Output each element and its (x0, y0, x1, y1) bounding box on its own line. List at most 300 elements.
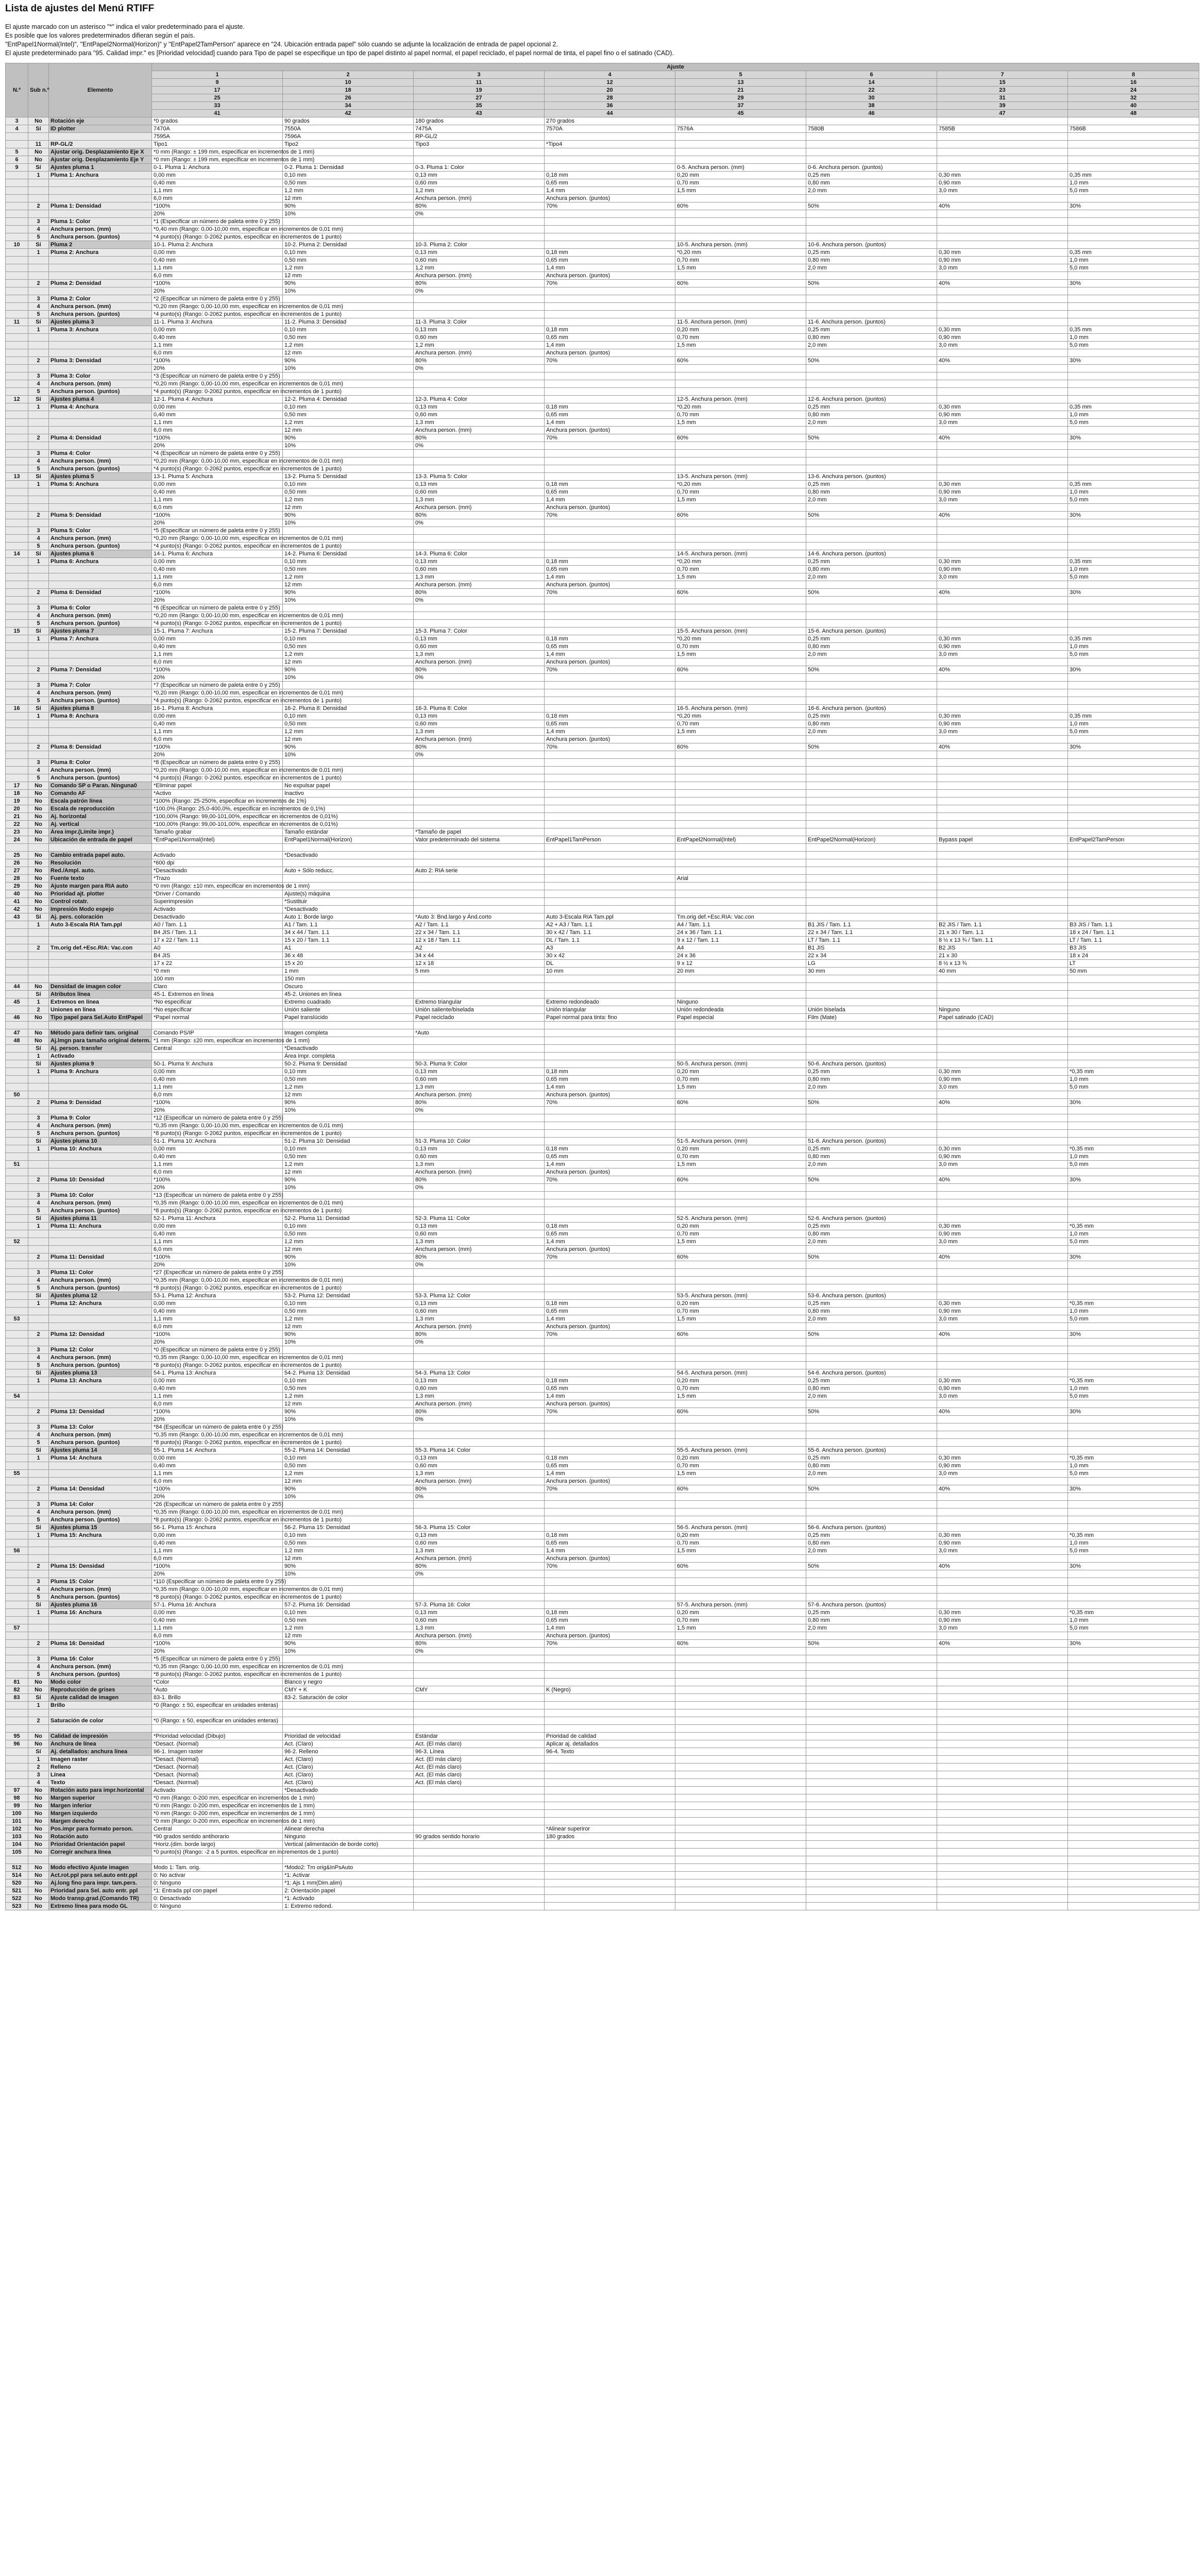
setting-value: 1,5 mm (675, 187, 806, 195)
item-number: 12 (6, 396, 28, 403)
setting-value: 0,13 mm (414, 1532, 545, 1539)
sub-number (28, 1416, 49, 1423)
item-number: 514 (6, 1872, 28, 1879)
setting-value: Anchura person. (mm) (414, 736, 545, 743)
sub-number (28, 937, 49, 944)
setting-value: 0,18 mm (545, 481, 675, 488)
sub-number (28, 1168, 49, 1176)
setting-value (414, 1725, 545, 1733)
setting-value: 0,65 mm (545, 720, 675, 728)
setting-value: 0,70 mm (675, 720, 806, 728)
setting-value: *Auto 3: Bnd.largo y Ánd.corto (414, 913, 545, 921)
table-row (6, 1122, 1199, 1130)
setting-value (1068, 527, 1199, 535)
setting-value: 0,70 mm (675, 257, 806, 264)
item-number (6, 1053, 28, 1060)
setting-value: 2,0 mm (806, 1083, 937, 1091)
element-label: Act.rot.ppl para sel.auto entr.ppl (49, 1872, 152, 1879)
setting-value (545, 527, 675, 535)
setting-value: *5 (Especificar un número de paleta entre 0 y 255) (152, 1655, 283, 1663)
setting-value (414, 991, 545, 998)
setting-value: 0,40 mm (152, 643, 283, 651)
setting-value: 0,70 mm (675, 488, 806, 496)
setting-value: 0,18 mm (545, 326, 675, 334)
setting-value: 0% (414, 1648, 545, 1655)
setting-value (152, 844, 283, 852)
setting-value (545, 388, 675, 396)
setting-value: 0,70 mm (675, 1462, 806, 1470)
setting-value: 180 grados (545, 1833, 675, 1841)
setting-value (806, 844, 937, 852)
element-label: Densidad de imagen color (49, 983, 152, 991)
setting-value (675, 442, 806, 450)
setting-value: 0% (414, 751, 545, 759)
setting-value: 54-2. Pluma 13: Densidad (283, 1369, 414, 1377)
setting-value (806, 697, 937, 705)
item-number (6, 1060, 28, 1068)
table-row (6, 759, 1199, 767)
item-number: 96 (6, 1740, 28, 1748)
setting-value (1068, 1686, 1199, 1694)
element-label: Saturación de color (49, 1717, 152, 1725)
setting-value: 0,65 mm (545, 411, 675, 419)
table-row (6, 287, 1199, 295)
sub-number: 3 (28, 1578, 49, 1586)
sub-number: No (28, 1794, 49, 1802)
setting-value: 1,0 mm (1068, 1617, 1199, 1624)
setting-value: 50% (806, 666, 937, 674)
setting-value (806, 535, 937, 543)
setting-value: *Auto (152, 1686, 283, 1694)
setting-value (937, 1053, 1068, 1060)
sub-number: 2 (28, 1176, 49, 1184)
element-label: Modo efectivo Ajuste imagen (49, 1864, 152, 1872)
setting-value: 0,35 mm (1068, 558, 1199, 566)
setting-value: 57-1. Pluma 16: Anchura (152, 1601, 283, 1609)
setting-value: 15-1. Pluma 7: Anchura (152, 628, 283, 635)
setting-value: EntPapel2Normal(Horizon) (806, 836, 937, 844)
item-number (6, 133, 28, 141)
setting-value: 53-3. Pluma 12: Color (414, 1292, 545, 1300)
setting-value (1068, 117, 1199, 125)
setting-value: 0,10 mm (283, 1223, 414, 1230)
table-row (6, 1478, 1199, 1485)
setting-value (937, 210, 1068, 218)
setting-value (675, 1733, 806, 1740)
table-row (6, 133, 1199, 141)
table-row (6, 1524, 1199, 1532)
setting-value (937, 1423, 1068, 1431)
setting-value (675, 759, 806, 767)
setting-value: 90% (283, 1099, 414, 1107)
setting-value (806, 1029, 937, 1037)
element-label: Pluma 16: Color (49, 1655, 152, 1663)
sub-number: No (28, 1733, 49, 1740)
element-label: Pluma 11: Densidad (49, 1253, 152, 1261)
element-label (49, 1184, 152, 1192)
setting-value (675, 597, 806, 604)
setting-value: *100% (152, 202, 283, 210)
setting-value (937, 1779, 1068, 1787)
setting-value (937, 233, 1068, 241)
sub-number: 2 (28, 280, 49, 287)
setting-value: 96-3. Línea (414, 1748, 545, 1756)
element-label: Rotación auto para impr.horizontal (49, 1787, 152, 1794)
setting-value: *0 mm (Rango: 0-200 mm, especificar en incrementos de 1 mm) (152, 1810, 283, 1818)
table-row (6, 1354, 1199, 1362)
setting-value: *4 punto(s) (Rango: 0-2062 puntos, especificar en incrementos de 1 punto) (152, 233, 283, 241)
setting-value (675, 465, 806, 473)
setting-value (937, 697, 1068, 705)
setting-value: 60% (675, 1099, 806, 1107)
sub-number: 4 (28, 1354, 49, 1362)
item-number (6, 233, 28, 241)
sub-number: No (28, 828, 49, 836)
table-row (6, 1640, 1199, 1648)
setting-value (545, 1362, 675, 1369)
setting-value (937, 141, 1068, 148)
item-number: 41 (6, 898, 28, 906)
setting-value: 0,70 mm (675, 1385, 806, 1393)
sub-number: Sí (28, 1447, 49, 1454)
table-row (6, 257, 1199, 264)
setting-value (545, 1184, 675, 1192)
setting-value (937, 798, 1068, 805)
setting-value (1068, 1292, 1199, 1300)
setting-value (1068, 1501, 1199, 1509)
setting-value: *Trazo (152, 875, 283, 883)
element-label: Anchura person. (puntos) (49, 311, 152, 318)
setting-value (283, 759, 414, 767)
setting-value: Unión biselada (806, 1006, 937, 1014)
header-number-cell: 24 (1068, 87, 1199, 94)
setting-value (545, 1207, 675, 1215)
header-number-cell: 31 (937, 94, 1068, 102)
setting-value (937, 1215, 1068, 1223)
element-label: Ajustes pluma 3 (49, 318, 152, 326)
setting-value: 3,0 mm (937, 419, 1068, 427)
setting-value: 0,60 mm (414, 566, 545, 573)
sub-number (28, 504, 49, 512)
table-row (6, 264, 1199, 272)
item-number (6, 720, 28, 728)
setting-value: Anchura person. (mm) (414, 427, 545, 434)
item-number (6, 411, 28, 419)
item-number (6, 1207, 28, 1215)
setting-value: Tipo3 (414, 141, 545, 148)
item-number (6, 581, 28, 589)
setting-value: 20% (152, 1416, 283, 1423)
element-label: Margen izquierdo (49, 1810, 152, 1818)
table-row (6, 720, 1199, 728)
setting-value: *1: Ajs 1 mm(Dim.alim) (283, 1879, 414, 1887)
setting-value (414, 1895, 545, 1903)
setting-value: 56-5. Anchura person. (mm) (675, 1524, 806, 1532)
setting-value: 0,25 mm (806, 1609, 937, 1617)
setting-value: 1,4 mm (545, 1083, 675, 1091)
setting-value: 0,40 mm (152, 566, 283, 573)
setting-value: 10-3. Pluma 2: Color (414, 241, 545, 249)
setting-value (806, 991, 937, 998)
setting-value: 96-2. Relleno (283, 1748, 414, 1756)
setting-value: *100% (152, 1640, 283, 1648)
setting-value: 12 mm (283, 504, 414, 512)
setting-value (545, 450, 675, 457)
setting-value: 60% (675, 202, 806, 210)
setting-value: *5 (Especificar un número de paleta entre 0 y 255) (152, 527, 283, 535)
setting-value (806, 1338, 937, 1346)
element-label: Pluma 2: Densidad (49, 280, 152, 287)
setting-value (806, 1199, 937, 1207)
item-number: 48 (6, 1037, 28, 1045)
element-label: Pluma 13: Anchura (49, 1377, 152, 1385)
setting-value: *100% (152, 1099, 283, 1107)
setting-value: 0,30 mm (937, 1532, 1068, 1539)
setting-value (545, 628, 675, 635)
setting-value (937, 1895, 1068, 1903)
table-row (6, 1516, 1199, 1524)
setting-value (414, 1578, 545, 1586)
setting-value (937, 117, 1068, 125)
element-label: Margen superior (49, 1794, 152, 1802)
setting-value: *0 mm (Rango: ±10 mm, especificar en incrementos de 1 mm) (152, 883, 283, 890)
setting-value (675, 457, 806, 465)
sub-number (28, 658, 49, 666)
setting-value: 1,4 mm (545, 264, 675, 272)
setting-value (1068, 852, 1199, 859)
setting-value: *100% (Rango: 25-250%, especificar en incrementos de 1%) (152, 798, 283, 805)
setting-value: 0,10 mm (283, 326, 414, 334)
setting-value (545, 1053, 675, 1060)
sub-number: Sí (28, 396, 49, 403)
setting-value (937, 396, 1068, 403)
setting-value (1068, 1107, 1199, 1114)
setting-value (545, 241, 675, 249)
table-row (6, 210, 1199, 218)
sub-number: 2 (28, 1253, 49, 1261)
setting-value: Anchura person. (mm) (414, 581, 545, 589)
setting-value (1068, 1818, 1199, 1825)
setting-value: 50% (806, 434, 937, 442)
setting-value: 80% (414, 666, 545, 674)
element-label: Modo transp.grad.(Comando TR) (49, 1895, 152, 1903)
setting-value: Act. (Claro) (283, 1771, 414, 1779)
setting-value (937, 1632, 1068, 1640)
table-row (6, 1161, 1199, 1168)
setting-value (545, 813, 675, 821)
setting-value: 0: Desactivado (152, 1895, 283, 1903)
setting-value (806, 1756, 937, 1764)
sub-number: 2 (28, 666, 49, 674)
setting-value: 0-1. Pluma 1: Anchura (152, 164, 283, 172)
setting-value: 0% (414, 1338, 545, 1346)
setting-value: 1,4 mm (545, 1624, 675, 1632)
sub-number: No (28, 813, 49, 821)
setting-value: 0: No activar (152, 1872, 283, 1879)
setting-value (806, 1879, 937, 1887)
setting-value: 30% (1068, 202, 1199, 210)
setting-value (937, 1818, 1068, 1825)
setting-value (806, 133, 937, 141)
setting-value: 2,0 mm (806, 342, 937, 349)
item-number (6, 450, 28, 457)
item-number (6, 1323, 28, 1331)
setting-value: 90% (283, 1253, 414, 1261)
table-row (6, 1238, 1199, 1246)
setting-value: 0% (414, 1493, 545, 1501)
element-label (49, 968, 152, 975)
setting-value: 1,4 mm (545, 1238, 675, 1246)
table-row (6, 1416, 1199, 1423)
sub-number (28, 264, 49, 272)
table-row (6, 365, 1199, 372)
setting-value (675, 682, 806, 689)
setting-value: 20% (152, 1493, 283, 1501)
element-label: Pluma 13: Densidad (49, 1408, 152, 1416)
setting-value (1068, 241, 1199, 249)
item-number (6, 280, 28, 287)
setting-value: 0,50 mm (283, 720, 414, 728)
item-number (6, 1447, 28, 1454)
table-row (6, 1199, 1199, 1207)
item-number (6, 1261, 28, 1269)
setting-value: Anchura person. (mm) (414, 1555, 545, 1563)
setting-value (806, 1864, 937, 1872)
element-label: Anchura person. (puntos) (49, 1207, 152, 1215)
setting-value: 0,30 mm (937, 558, 1068, 566)
item-number: 55 (6, 1470, 28, 1478)
setting-value: Bypass papel (937, 836, 1068, 844)
element-label (49, 674, 152, 682)
setting-value: 0,30 mm (937, 1223, 1068, 1230)
setting-value (806, 1400, 937, 1408)
setting-value (545, 1516, 675, 1524)
table-row (6, 960, 1199, 968)
setting-value (937, 1725, 1068, 1733)
setting-value: 5,0 mm (1068, 1315, 1199, 1323)
element-label: Aj. detallados: anchura línea (49, 1748, 152, 1756)
element-label: Cambio entrada papel auto. (49, 852, 152, 859)
setting-value: 5,0 mm (1068, 496, 1199, 504)
item-number: 24 (6, 836, 28, 844)
table-row (6, 280, 1199, 287)
setting-value (545, 906, 675, 913)
header-number-cell: 10 (283, 79, 414, 87)
setting-value (1068, 844, 1199, 852)
setting-value: 0,50 mm (283, 411, 414, 419)
setting-value (937, 751, 1068, 759)
setting-value: 80% (414, 1253, 545, 1261)
setting-value (675, 1594, 806, 1601)
setting-value: 1,1 mm (152, 1238, 283, 1246)
sub-number: 5 (28, 1130, 49, 1138)
setting-value: Extremo cuadrado (283, 998, 414, 1006)
setting-value: 5,0 mm (1068, 419, 1199, 427)
setting-value (1068, 1014, 1199, 1022)
setting-value: 0,13 mm (414, 1223, 545, 1230)
sub-number: 3 (28, 372, 49, 380)
item-number: 22 (6, 821, 28, 828)
setting-value: 0,60 mm (414, 1617, 545, 1624)
setting-value: 12 mm (283, 1168, 414, 1176)
setting-value: 5,0 mm (1068, 651, 1199, 658)
setting-value (806, 658, 937, 666)
element-label (49, 488, 152, 496)
item-number (6, 1277, 28, 1284)
setting-value: 0,80 mm (806, 1617, 937, 1624)
setting-value: 12 mm (283, 658, 414, 666)
setting-value (806, 1555, 937, 1563)
setting-value: 0,80 mm (806, 334, 937, 342)
item-number: 28 (6, 875, 28, 883)
setting-value: 16-5. Anchura person. (mm) (675, 705, 806, 713)
sub-number: Sí (28, 991, 49, 998)
setting-value (675, 1037, 806, 1045)
item-number: 56 (6, 1547, 28, 1555)
setting-value (806, 1246, 937, 1253)
sub-number: Sí (28, 473, 49, 481)
item-number: 95 (6, 1733, 28, 1740)
setting-value (675, 1787, 806, 1794)
element-label (49, 1539, 152, 1547)
element-label: Aj.lmgn para tamaño original determ. (49, 1037, 152, 1045)
item-number (6, 311, 28, 318)
setting-value (545, 1702, 675, 1709)
setting-value: 0,25 mm (806, 1532, 937, 1539)
sub-number: 2 (28, 1764, 49, 1771)
setting-value: *1 mm (Rango: ±20 mm, especificar en incrementos de 1 mm) (152, 1037, 283, 1045)
setting-value (937, 1709, 1068, 1717)
item-number: 103 (6, 1833, 28, 1841)
setting-value: 52-6. Anchura person. (puntos) (806, 1215, 937, 1223)
setting-value: Auto 2: RIA serie (414, 867, 545, 875)
setting-value: Blanco y negro (283, 1679, 414, 1686)
sub-number (28, 1648, 49, 1655)
setting-value: 6,0 mm (152, 349, 283, 357)
setting-value (1068, 164, 1199, 172)
element-label (49, 1555, 152, 1563)
setting-value: 70% (545, 666, 675, 674)
table-row (6, 1887, 1199, 1895)
element-label (49, 1261, 152, 1269)
element-label (49, 257, 152, 264)
setting-value: 6,0 mm (152, 1555, 283, 1563)
setting-value: 5,0 mm (1068, 1083, 1199, 1091)
sub-number: 3 (28, 1771, 49, 1779)
setting-value (806, 859, 937, 867)
item-number (6, 326, 28, 334)
setting-value (152, 1053, 283, 1060)
setting-value: *Desact. (Normal) (152, 1764, 283, 1771)
table-row (6, 1168, 1199, 1176)
setting-value: 10-1. Pluma 2: Anchura (152, 241, 283, 249)
setting-value: 30% (1068, 1176, 1199, 1184)
setting-value: 3,0 mm (937, 1393, 1068, 1400)
setting-value: B3 JIS / Tam. 1.1 (1068, 921, 1199, 929)
setting-value (545, 674, 675, 682)
setting-value (1068, 1354, 1199, 1362)
setting-value (937, 759, 1068, 767)
setting-value: 20% (152, 1338, 283, 1346)
setting-value: *4 punto(s) (Rango: 0-2062 puntos, especificar en incrementos de 1 punto) (152, 543, 283, 550)
setting-value: 57-6. Anchura person. (puntos) (806, 1601, 937, 1609)
setting-value (937, 1354, 1068, 1362)
setting-value (545, 859, 675, 867)
item-number (6, 566, 28, 573)
element-label: Pluma 10: Densidad (49, 1176, 152, 1184)
element-label: Ajustes pluma 9 (49, 1060, 152, 1068)
table-row (6, 141, 1199, 148)
